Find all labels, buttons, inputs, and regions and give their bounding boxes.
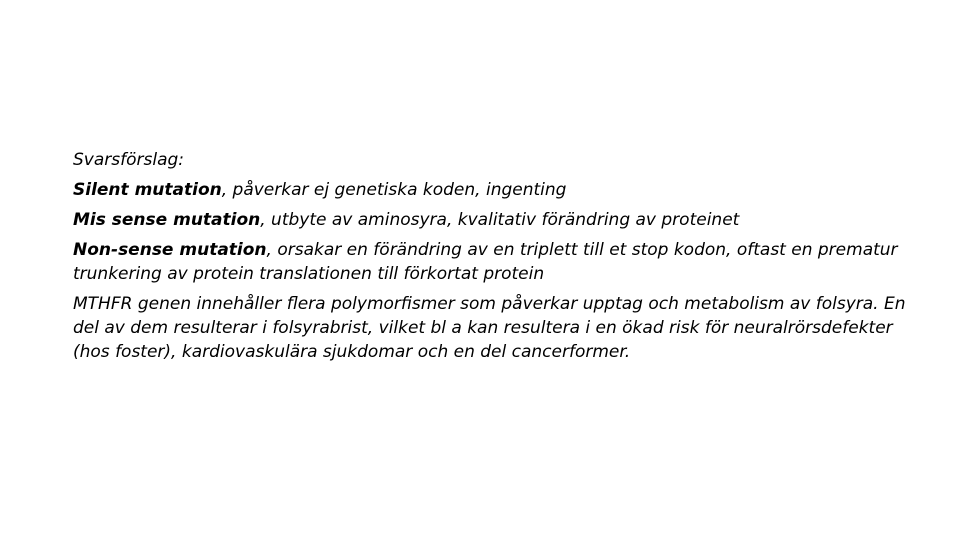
answer-heading: Svarsförslag: [73, 150, 185, 170]
missense-mutation-term: Mis sense mutation [73, 210, 261, 230]
mthfr-paragraph: MTHFR genen innehåller flera polymorfismer som påverkar upptag och metabolism av folsyra. En del av dem resulterar i folsyrabrist, vilket bl a kan resultera i en ökad risk för neuralrörsdefekter (hos foster), kardiovaskulära sjukdomar och en del cancerformer. [73, 294, 906, 362]
missense-mutation-description: , utbyte av aminosyra, kvalitativ förändring av proteinet [260, 210, 740, 230]
silent-mutation-term: Silent mutation [73, 180, 222, 200]
silent-mutation-description: , påverkar ej genetiska koden, ingenting [221, 180, 567, 200]
slide-body [73, 148, 913, 364]
nonsense-mutation-term: Non-sense mutation [73, 240, 267, 260]
nonsense-mutation-description: , orsakar en förändring av en triplett till et stop kodon, oftast en prematur trunkering av protein translationen till förkortat protein [73, 240, 898, 284]
silent-mutation-item [73, 178, 913, 202]
nonsense-mutation-item [73, 238, 913, 286]
missense-mutation-item [73, 208, 913, 232]
